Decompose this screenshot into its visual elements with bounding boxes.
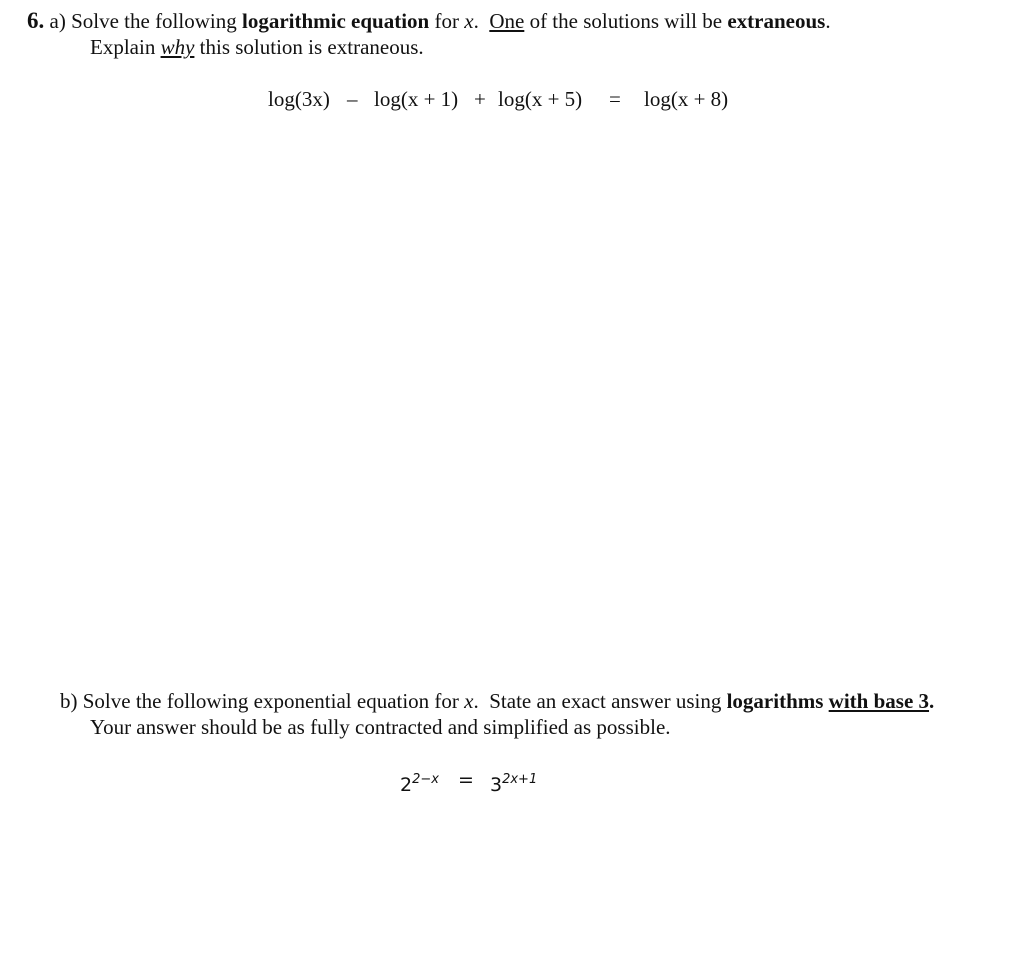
exp-rhs-exponent: 2x+1 xyxy=(502,772,538,787)
part-b-text-1: Solve the following exponential equation for xyxy=(82,689,459,713)
eq-term-3: log(x + 5) xyxy=(498,87,583,111)
part-b-bold-logarithms: logarithms xyxy=(726,689,824,713)
eq-rhs: log(x + 8) xyxy=(644,87,729,111)
exp-equation xyxy=(0,768,1024,798)
part-a-label: a) xyxy=(49,9,66,33)
part-a-prompt-line1 xyxy=(27,8,831,34)
part-a-prompt-line2 xyxy=(90,34,424,60)
exp-lhs xyxy=(400,768,439,797)
part-a-text-1: Solve the following xyxy=(71,9,237,33)
eq-term-1: log(3x) xyxy=(268,87,330,111)
part-b-var-x: x xyxy=(464,689,474,713)
part-a-text-for: for xyxy=(434,9,459,33)
part-b-period: . xyxy=(929,689,935,713)
part-a-var-x: x xyxy=(464,9,474,33)
exp-rhs-base: 3 xyxy=(490,774,503,796)
question-number: 6. xyxy=(27,8,45,33)
part-b-prompt-line2 xyxy=(90,714,671,740)
part-a-why: why xyxy=(160,35,195,59)
part-b-bold-base3: with base 3 xyxy=(828,689,930,713)
eq-term-2: log(x + 1) xyxy=(374,87,459,111)
exp-lhs-exponent: 2−x xyxy=(412,772,439,787)
part-a-text-2: of the solutions will be xyxy=(529,9,723,33)
exp-rhs xyxy=(490,768,537,797)
log-equation xyxy=(0,86,1024,114)
part-a-period: . xyxy=(473,9,479,33)
part-b-text-3: Your answer should be as fully contracted and simplified as possible. xyxy=(90,715,671,739)
exp-lhs-base: 2 xyxy=(400,774,413,796)
part-a-period-2: . xyxy=(825,9,831,33)
part-b-prompt-line1 xyxy=(60,688,934,714)
part-b-text-2: . State an exact answer using xyxy=(473,689,722,713)
part-a-explain: Explain xyxy=(90,35,156,59)
part-a-bold-log-eq: logarithmic equation xyxy=(241,9,430,33)
eq-equals: = xyxy=(609,87,621,111)
eq-plus: + xyxy=(474,87,486,111)
part-b-label: b) xyxy=(60,689,78,713)
part-a-bold-extraneous: extraneous xyxy=(727,9,826,33)
eq-minus: – xyxy=(347,87,358,111)
exp-equals: = xyxy=(458,769,474,791)
part-a-underline-one: One xyxy=(489,9,525,33)
part-a-text-3: this solution is extraneous. xyxy=(199,35,424,59)
